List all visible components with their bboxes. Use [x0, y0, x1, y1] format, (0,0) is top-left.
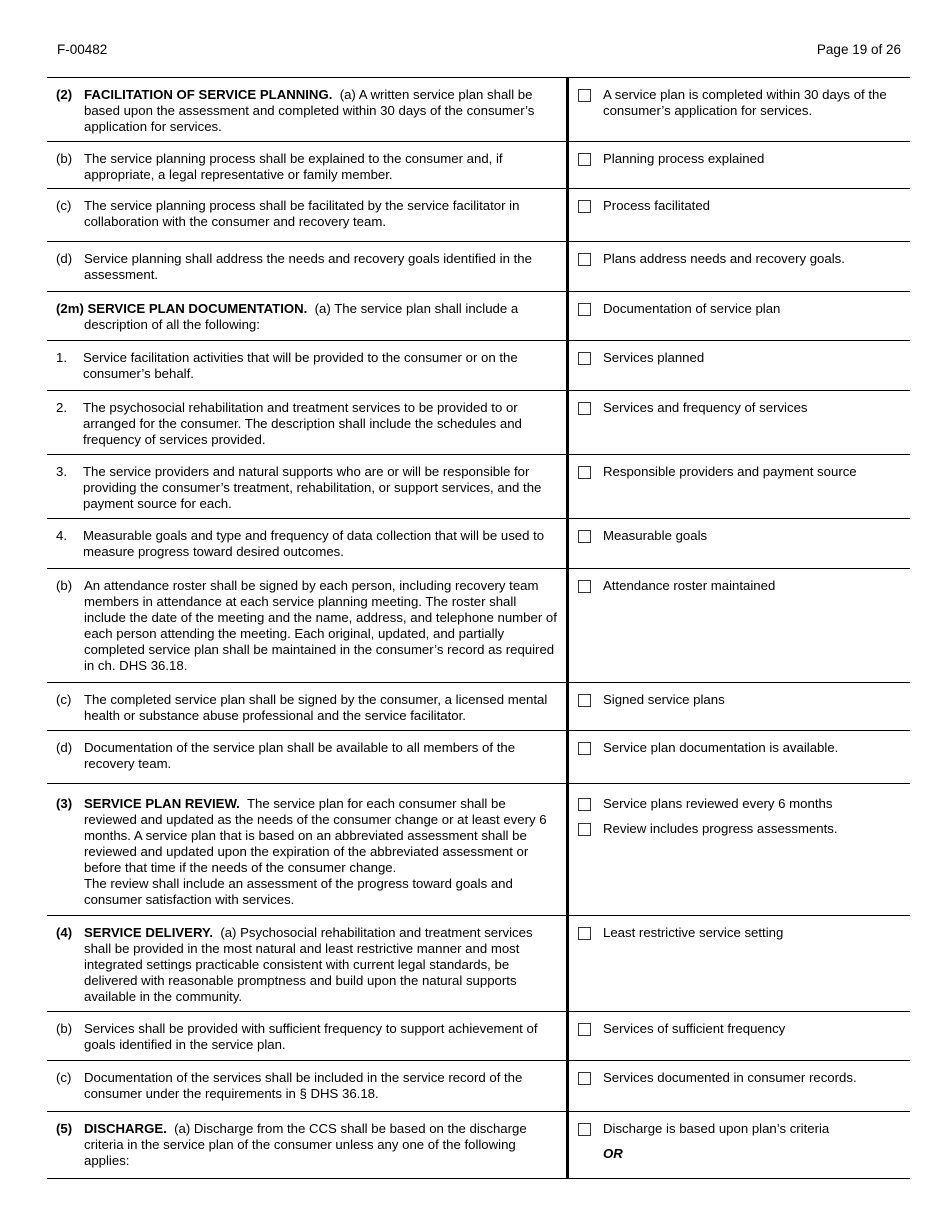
- requirement-cell: [47, 341, 567, 390]
- checkbox[interactable]: [578, 694, 591, 707]
- checklist-cell: [567, 242, 910, 291]
- table-row: [47, 731, 910, 784]
- table-row: [47, 189, 910, 242]
- requirement-cell: [47, 142, 567, 188]
- checkbox[interactable]: [578, 352, 591, 365]
- checkbox-label: Documentation of service plan: [603, 301, 781, 316]
- checkbox[interactable]: [578, 1072, 591, 1085]
- checkbox-label: Discharge is based upon plan’s criteria: [603, 1121, 830, 1136]
- checklist-cell: [567, 391, 910, 454]
- item-label: (2m): [56, 301, 84, 316]
- section-heading: DISCHARGE.: [84, 1121, 167, 1136]
- checkbox-label: Services planned: [603, 350, 705, 365]
- table-row: [47, 455, 910, 519]
- requirement-cell: [47, 1012, 567, 1060]
- requirement-text: (a) Psychosocial rehabilitation and treatment services shall be provided in the most natural and least restrictive manner and most integrated settings practicable consistent with current legal standards, be delivered with reasonable promptness and build upon the natural supports available in the community.: [84, 925, 533, 1004]
- table-row: [47, 1112, 910, 1179]
- table-row: [47, 242, 910, 292]
- checkbox[interactable]: [578, 530, 591, 543]
- checkbox-label: Services and frequency of services: [603, 400, 808, 415]
- requirement-text: The service planning process shall be explained to the consumer and, if appropriate, a legal representative or family member.: [84, 151, 503, 182]
- requirement-cell: [47, 784, 567, 915]
- table-row: [47, 683, 910, 731]
- requirement-text: Service planning shall address the needs and recovery goals identified in the assessment.: [84, 251, 532, 282]
- table-row: [47, 569, 910, 683]
- checkbox[interactable]: [578, 200, 591, 213]
- or-separator: OR: [603, 1146, 623, 1161]
- requirement-cell: [47, 292, 567, 340]
- checkbox[interactable]: [578, 742, 591, 755]
- checklist-table: [47, 77, 910, 1179]
- checklist-cell: [567, 1061, 910, 1111]
- item-label: (b): [56, 578, 73, 593]
- table-row: [47, 78, 910, 142]
- checkbox[interactable]: [578, 466, 591, 479]
- section-heading: FACILITATION OF SERVICE PLANNING.: [84, 87, 333, 102]
- checklist-cell: [567, 292, 910, 340]
- item-label: (3): [56, 796, 73, 811]
- requirement-text: The service planning process shall be facilitated by the service facilitator in collaboration with the consumer and recovery team.: [84, 198, 520, 229]
- form-id: F-00482: [57, 42, 108, 57]
- checklist-cell: [567, 142, 910, 188]
- item-label: (4): [56, 925, 73, 940]
- table-row: [47, 142, 910, 189]
- checkbox-label: Review includes progress assessments.: [603, 821, 838, 836]
- requirement-text: The psychosocial rehabilitation and treatment services to be provided to or arranged for the consumer. The description shall include the schedules and frequency of services provided.: [83, 400, 522, 447]
- requirement-text: The completed service plan shall be signed by the consumer, a licensed mental health or substance abuse professional and the service facilitator.: [84, 692, 548, 723]
- requirement-text: Documentation of the service plan shall be available to all members of the recovery team.: [84, 740, 516, 771]
- requirement-text: (a) A written service plan shall be based upon the assessment and completed within 30 days of the consumer’s application for services.: [84, 87, 535, 134]
- requirement-text: Service facilitation activities that will be provided to the consumer or on the consumer’s behalf.: [83, 350, 518, 381]
- checkbox-label: Service plans reviewed every 6 months: [603, 796, 833, 811]
- checkbox[interactable]: [578, 1123, 591, 1136]
- checkbox[interactable]: [578, 303, 591, 316]
- requirement-cell: [47, 391, 567, 454]
- checklist-cell: [567, 519, 910, 568]
- checkbox[interactable]: [578, 580, 591, 593]
- checklist-cell: [567, 455, 910, 518]
- requirement-text: The service providers and natural supports who are or will be responsible for providing the consumer’s treatment, rehabilitation, or support services, and the payment source for each.: [83, 464, 542, 511]
- requirement-cell: [47, 189, 567, 241]
- requirement-text: (a) Discharge from the CCS shall be based on the discharge criteria in the service plan of the consumer unless any one of the following applies:: [84, 1121, 527, 1168]
- checkbox-label: Attendance roster maintained: [603, 578, 776, 593]
- checkbox-label: Responsible providers and payment source: [603, 464, 857, 479]
- checkbox[interactable]: [578, 153, 591, 166]
- item-label: 1.: [56, 350, 67, 365]
- requirement-cell: [47, 455, 567, 518]
- checklist-cell: [567, 1112, 910, 1178]
- requirement-text: The service plan for each consumer shall be reviewed and updated as the needs of the consumer change or at least every 6 months. A service plan that is based on an abbreviated assessment shall be reviewed and updated upon the expiration of the abbreviated assessment or before that time if the needs of the consumer change.: [84, 796, 547, 875]
- item-label: (d): [56, 251, 73, 266]
- requirement-text: Measurable goals and type and frequency of data collection that will be used to measure progress toward desired outcomes.: [83, 528, 545, 559]
- table-row: [47, 916, 910, 1012]
- requirement-cell: [47, 1061, 567, 1111]
- checklist-cell: [567, 784, 910, 915]
- table-row: [47, 784, 910, 916]
- requirement-cell: [47, 1112, 567, 1178]
- checklist-cell: [567, 569, 910, 682]
- requirement-text: (a) The service plan shall include a description of all the following:: [84, 301, 519, 332]
- checkbox-label: Process facilitated: [603, 198, 711, 213]
- checkbox[interactable]: [578, 402, 591, 415]
- item-label: (b): [56, 151, 73, 166]
- checkbox-label: Service plan documentation is available.: [603, 740, 839, 755]
- checklist-cell: [567, 189, 910, 241]
- requirement-cell: [47, 916, 567, 1011]
- item-label: (2): [56, 87, 73, 102]
- section-heading: SERVICE PLAN REVIEW.: [84, 796, 240, 811]
- checklist-cell: [567, 683, 910, 730]
- checkbox-label: A service plan is completed within 30 days of the consumer’s application for services.: [603, 87, 887, 118]
- requirement-cell: [47, 519, 567, 568]
- item-label: 4.: [56, 528, 67, 543]
- checkbox-label: Signed service plans: [603, 692, 725, 707]
- item-label: (c): [56, 692, 72, 707]
- table-row: [47, 391, 910, 455]
- checkbox[interactable]: [578, 89, 591, 102]
- item-label: (c): [56, 198, 72, 213]
- table-row: [47, 341, 910, 391]
- checklist-cell: [567, 78, 910, 141]
- checkbox[interactable]: [578, 823, 591, 836]
- checkbox-label: Measurable goals: [603, 528, 708, 543]
- checkbox[interactable]: [578, 798, 591, 811]
- section-heading: SERVICE DELIVERY.: [84, 925, 213, 940]
- checkbox[interactable]: [578, 927, 591, 940]
- requirement-cell: [47, 683, 567, 730]
- checklist-cell: [567, 731, 910, 783]
- requirement-cell: [47, 78, 567, 141]
- requirement-cell: [47, 569, 567, 682]
- requirement-cell: [47, 242, 567, 291]
- table-row: [47, 1012, 910, 1061]
- table-row: [47, 1061, 910, 1112]
- checkbox-label: Services of sufficient frequency: [603, 1021, 786, 1036]
- table-row: [47, 292, 910, 341]
- item-label: (5): [56, 1121, 73, 1136]
- item-label: (c): [56, 1070, 72, 1085]
- table-row: [47, 519, 910, 569]
- item-label: 2.: [56, 400, 67, 415]
- checkbox-label: Services documented in consumer records.: [603, 1070, 857, 1085]
- checklist-cell: [567, 1012, 910, 1060]
- checkbox[interactable]: [578, 1023, 591, 1036]
- requirement-cell: [47, 731, 567, 783]
- requirement-text: Services shall be provided with sufficient frequency to support achievement of goals identified in the service plan.: [84, 1021, 538, 1052]
- item-label: 3.: [56, 464, 67, 479]
- checkbox-label: Plans address needs and recovery goals.: [603, 251, 845, 266]
- requirement-text: An attendance roster shall be signed by each person, including recovery team members in attendance at each service planning meeting. The roster shall include the date of the meeting and the name, address, and telephone number of each person attending the meeting. Each original, updated, and partially completed service plan shall be maintained in the consumer’s record as required in ch. DHS 36.18.: [84, 578, 557, 673]
- requirement-text: Documentation of the services shall be included in the service record of the consumer under the requirements in § DHS 36.18.: [84, 1070, 523, 1101]
- requirement-text-continued: The review shall include an assessment of the progress toward goals and consumer satisfaction with services.: [84, 876, 513, 907]
- checkbox-label: Planning process explained: [603, 151, 765, 166]
- checklist-cell: [567, 916, 910, 1011]
- checklist-cell: [567, 341, 910, 390]
- page-number: Page 19 of 26: [816, 42, 901, 57]
- checkbox[interactable]: [578, 253, 591, 266]
- checkbox-label: Least restrictive service setting: [603, 925, 784, 940]
- item-label: (b): [56, 1021, 73, 1036]
- item-label: (d): [56, 740, 73, 755]
- section-heading: SERVICE PLAN DOCUMENTATION.: [87, 301, 308, 316]
